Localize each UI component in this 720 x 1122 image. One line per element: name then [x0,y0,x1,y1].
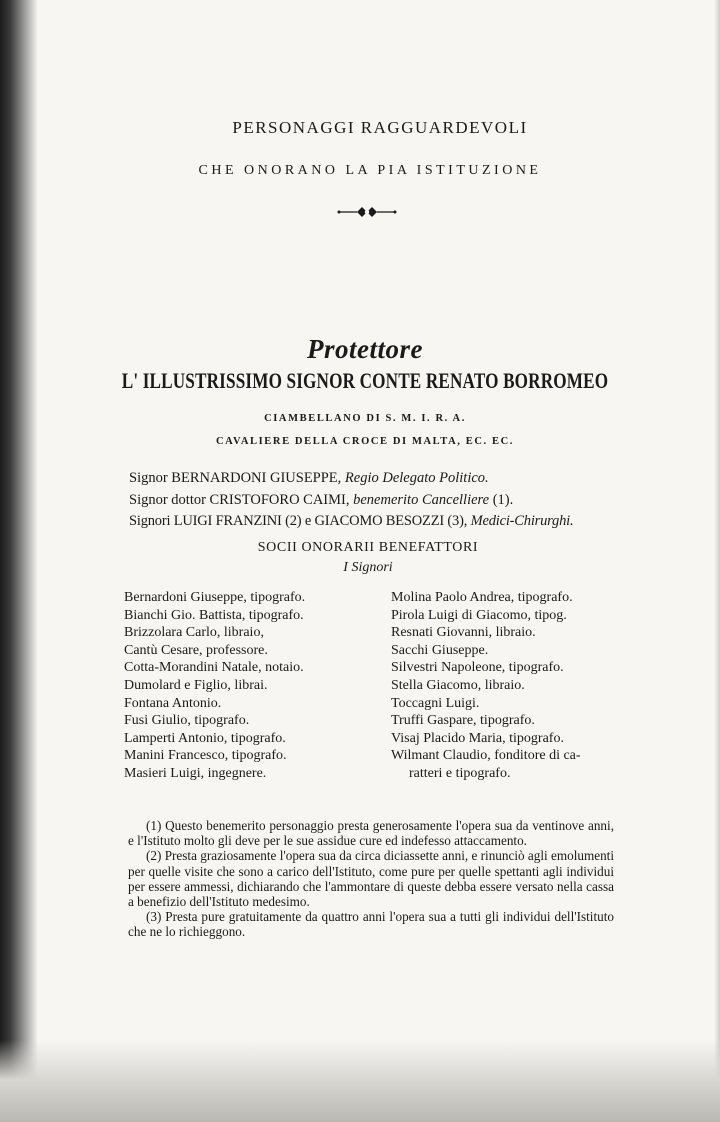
soci-list-left [124,589,374,783]
bottom-shadow [0,1040,720,1122]
list-item: Pirola Luigi di Giacomo, tipog. [391,607,567,623]
page-title: PERSONAGGI RAGGUARDEVOLI [232,118,528,137]
list-item: Masieri Luigi, ingegnere. [124,765,267,781]
list-item: Manini Francesco, tipografo. [124,748,287,764]
page-subtitle: CHE ONORANO LA PIA ISTITUZIONE [198,163,542,178]
soci-list-right [391,589,631,783]
list-item: Wilmant Claudio, fonditore di ca- [391,748,581,764]
footnote-3: (3) Presta pure gratuitamente da quattro anni l'opera sua a tutti gli individui dell'Istituto che ne lo richieggono. [128,909,614,940]
signor-role: benemerito Cancelliere [353,492,490,508]
list-item: Fontana Antonio. [124,695,222,711]
list-item: Fusi Giulio, tipografo. [124,713,250,729]
list-item: Sacchi Giuseppe. [391,642,489,658]
soci-subheading: I Signori [343,560,393,575]
protettore-title-2: CAVALIERE DELLA CROCE DI MALTA, EC. EC. [215,436,515,447]
list-item: Cantù Cesare, professore. [124,642,268,658]
protettore-title-1: CIAMBELLANO DI S. M. I. R. A. [264,413,466,424]
list-item: Silvestri Napoleone, tipografo. [391,660,564,676]
list-item: Toccagni Luigi. [391,695,480,711]
list-item: Bianchi Gio. Battista, tipografo. [124,607,304,623]
list-item: Brizzolara Carlo, libraio, [124,625,264,641]
ornament-icon [335,204,399,220]
list-item: Bernardoni Giuseppe, tipografo. [124,590,306,605]
signor-name: Signor BERNARDONI GIUSEPPE, [129,470,342,486]
footnote-ref: (1). [492,492,514,508]
list-item: Cotta-Morandini Natale, notaio. [124,660,304,676]
list-item: Lamperti Antonio, tipografo. [124,730,286,746]
signor-line-3 [129,513,573,530]
list-item: Stella Giacomo, libraio. [391,677,525,693]
list-item: ratteri e tipografo. [409,765,511,781]
footnotes [128,818,614,940]
list-item: Resnati Giovanni, libraio. [391,625,536,641]
footnote-2: (2) Presta graziosamente l'opera sua da circa diciassette anni, e rinunciò agli emolumenti per quelle visite che sono a carico dell'Istituto, come pure per quelle spettanti agli individui per essere ammessi, dichiarando che l'ammontare di queste debba essere versato nella cassa a benefizio dell'Istituto medesimo. [128,848,614,910]
list-item: Molina Paolo Andrea, tipografo. [391,590,573,605]
protettore-heading: Protettore [307,334,423,364]
signor-name: Signor dottor CRISTOFORO CAIMI, [129,492,350,508]
signor-line-2 [129,492,513,509]
signor-role: Medici-Chirurghi. [470,513,574,529]
soci-heading: SOCII ONORARII BENEFATTORI [257,540,479,555]
signor-name: Signori LUIGI FRANZINI (2) e GIACOMO BESOZZI (3), [129,513,468,529]
signor-line-1 [129,470,489,487]
footnote-1: (1) Questo benemerito personaggio presta generosamente l'opera sua da ventinove anni, e l'Istituto molto gli deve per le sue assidue cure ed indefesso attaccamento. [128,818,614,849]
signor-role: Regio Delegato Politico. [344,470,489,486]
list-item: Truffi Gaspare, tipografo. [391,713,535,729]
protettore-name: L' ILLUSTRISSIMO SIGNOR CONTE RENATO BORROMEO [121,368,609,393]
list-item: Visaj Placido Maria, tipografo. [391,730,564,746]
list-item: Dumolard e Figlio, librai. [124,677,268,693]
